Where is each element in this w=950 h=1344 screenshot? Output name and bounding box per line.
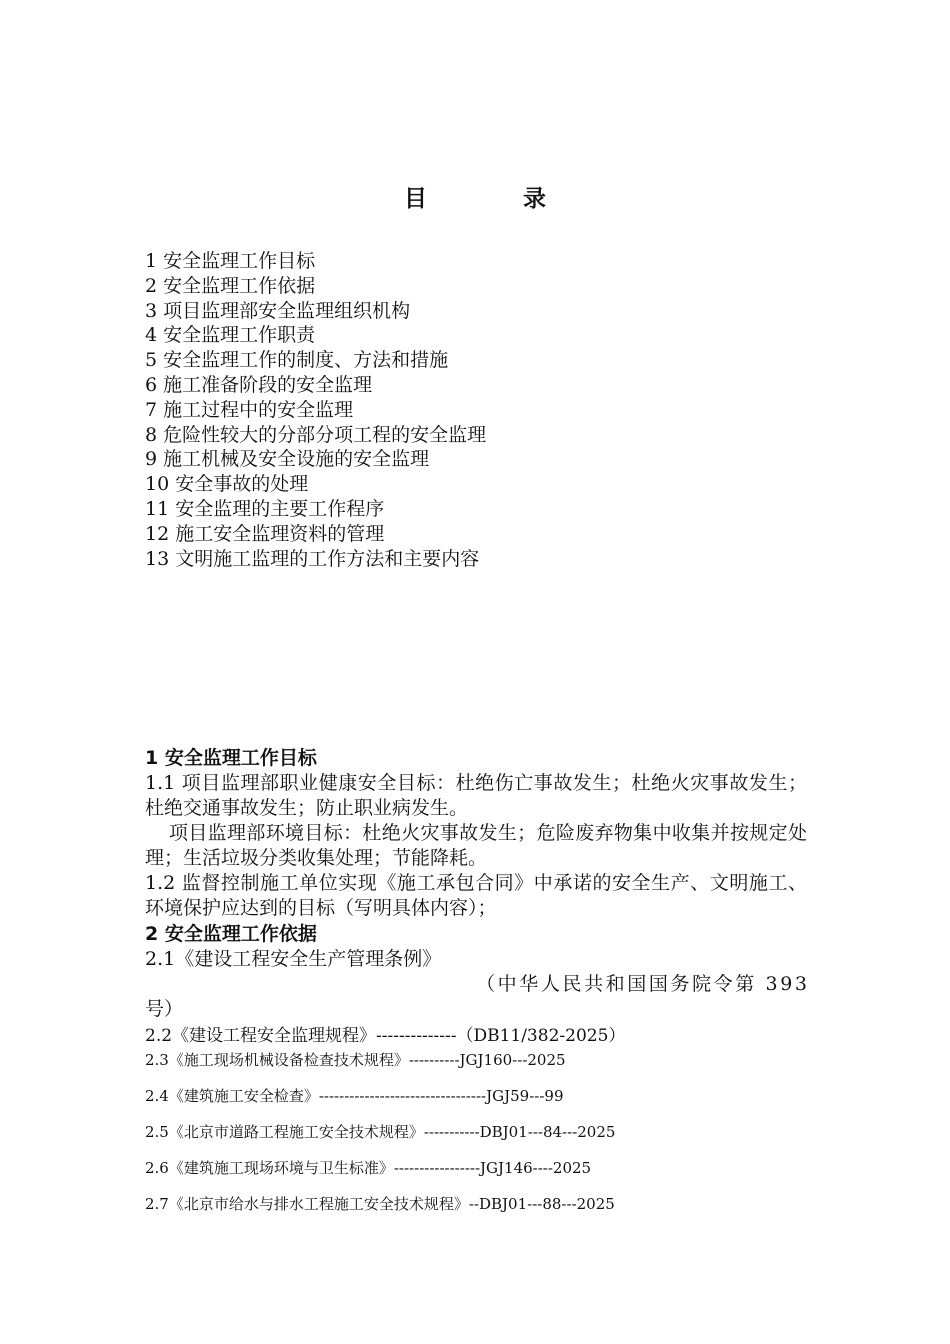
- toc-item[interactable]: 3 项目监理部安全监理组织机构: [145, 299, 411, 322]
- toc-item[interactable]: 8 危险性较大的分部分项工程的安全监理: [145, 423, 487, 446]
- toc-item[interactable]: 11 安全监理的主要工作程序: [145, 497, 385, 520]
- reference-2-1-tail: 号）: [145, 998, 184, 1020]
- toc-item[interactable]: 13 文明施工监理的工作方法和主要内容: [145, 547, 480, 570]
- toc-item[interactable]: 9 施工机械及安全设施的安全监理: [145, 448, 430, 471]
- section-1-1-paragraph: 1.1 项目监理部职业健康安全目标：杜绝伤亡事故发生；杜绝火灾事故发生；杜绝交通事故发生；防止职业病发生。: [145, 772, 807, 819]
- section-2-heading: 2 安全监理工作依据: [145, 923, 317, 945]
- toc-item[interactable]: 2 安全监理工作依据: [145, 274, 316, 297]
- reference-2-1: 2.1《建设工程安全生产管理条例》: [145, 948, 442, 970]
- reference-2-6: 2.6《建筑施工现场环境与卫生标准》-----------------JGJ146----2025: [145, 1159, 592, 1177]
- environment-goal-paragraph: 项目监理部环境目标：杜绝火灾事故发生；危险废弃物集中收集并按规定处理；生活垃圾分类收集处理；节能降耗。: [145, 822, 807, 869]
- reference-2-4: 2.4《建筑施工安全检查》---------------------------------JGJ59---99: [145, 1087, 564, 1105]
- reference-2-3: 2.3《施工现场机械设备检查技术规程》----------JGJ160---2025: [145, 1051, 566, 1069]
- table-of-contents: [145, 249, 825, 571]
- toc-item[interactable]: 4 安全监理工作职责: [145, 324, 316, 347]
- section-1-2-paragraph: 1.2 监督控制施工单位实现《施工承包合同》中承诺的安全生产、文明施工、环境保护应达到的目标（写明具体内容）；: [145, 872, 807, 919]
- toc-item[interactable]: 12 施工安全监理资料的管理: [145, 522, 385, 545]
- reference-2-7: 2.7《北京市给水与排水工程施工安全技术规程》--DBJ01---88---2025: [145, 1195, 615, 1213]
- toc-item[interactable]: 5 安全监理工作的制度、方法和措施: [145, 349, 449, 372]
- toc-item[interactable]: 1 安全监理工作目标: [145, 250, 316, 272]
- document-body: [145, 745, 810, 1214]
- reference-2-2: 2.2《建设工程安全监理规程》--------------（DB11/382-2025）: [145, 1026, 626, 1046]
- section-1-heading: 1 安全监理工作目标: [145, 747, 317, 769]
- toc-title: 目 录: [403, 186, 590, 212]
- reference-2-5: 2.5《北京市道路工程施工安全技术规程》-----------DBJ01---84---2025: [145, 1123, 616, 1141]
- reference-2-1-decree: （中华人民共和国国务院令第 393: [476, 973, 810, 995]
- toc-item[interactable]: 10 安全事故的处理: [145, 473, 309, 496]
- toc-item[interactable]: 7 施工过程中的安全监理: [145, 398, 354, 421]
- toc-item[interactable]: 6 施工准备阶段的安全监理: [145, 373, 373, 396]
